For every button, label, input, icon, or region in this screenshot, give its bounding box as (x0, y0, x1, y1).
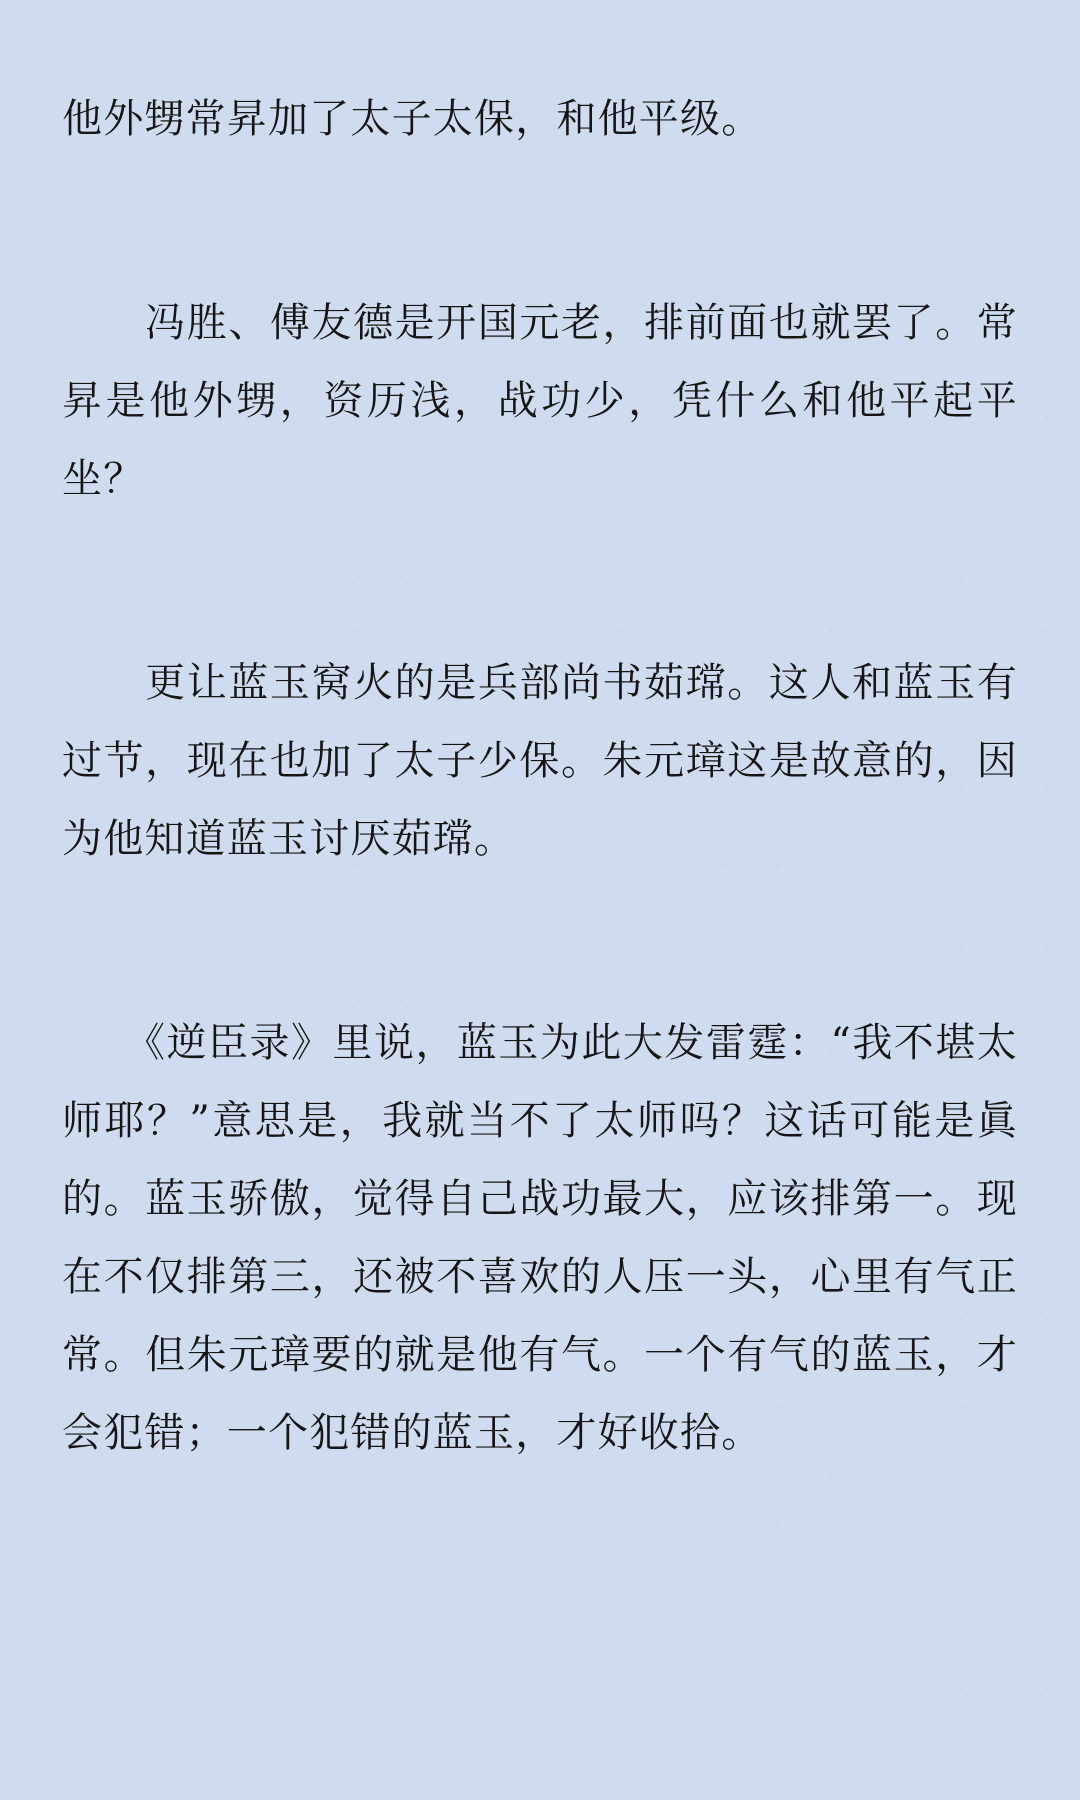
paragraph-2: 冯胜、傅友德是开国元老，排前面也就罢了。常昇是他外甥，资历浅，战功少，凭什么和他平起平坐？ (62, 300, 1018, 502)
paragraph-1: 他外甥常昇加了太子太保，和他平级。 (62, 96, 763, 142)
paragraph-3: 更让蓝玉窝火的是兵部尚书茹瑺。这人和蓝玉有过节，现在也加了太子少保。朱元璋这是故意的，因为他知道蓝玉讨厌茹瑺。 (62, 660, 1018, 862)
article-body (62, 80, 1018, 1472)
paragraph-4: 《逆臣录》里说，蓝玉为此大发雷霆：“我不堪太师耶？”意思是，我就当不了太师吗？这话可能是眞的。蓝玉骄傲，觉得自己战功最大，应该排第一。现在不仅排第三，还被不喜欢的人压一头，心里有气正常。但朱元璋要的就是他有气。一个有气的蓝玉，才会犯错；一个犯错的蓝玉，才好收拾。 (62, 1020, 1018, 1456)
